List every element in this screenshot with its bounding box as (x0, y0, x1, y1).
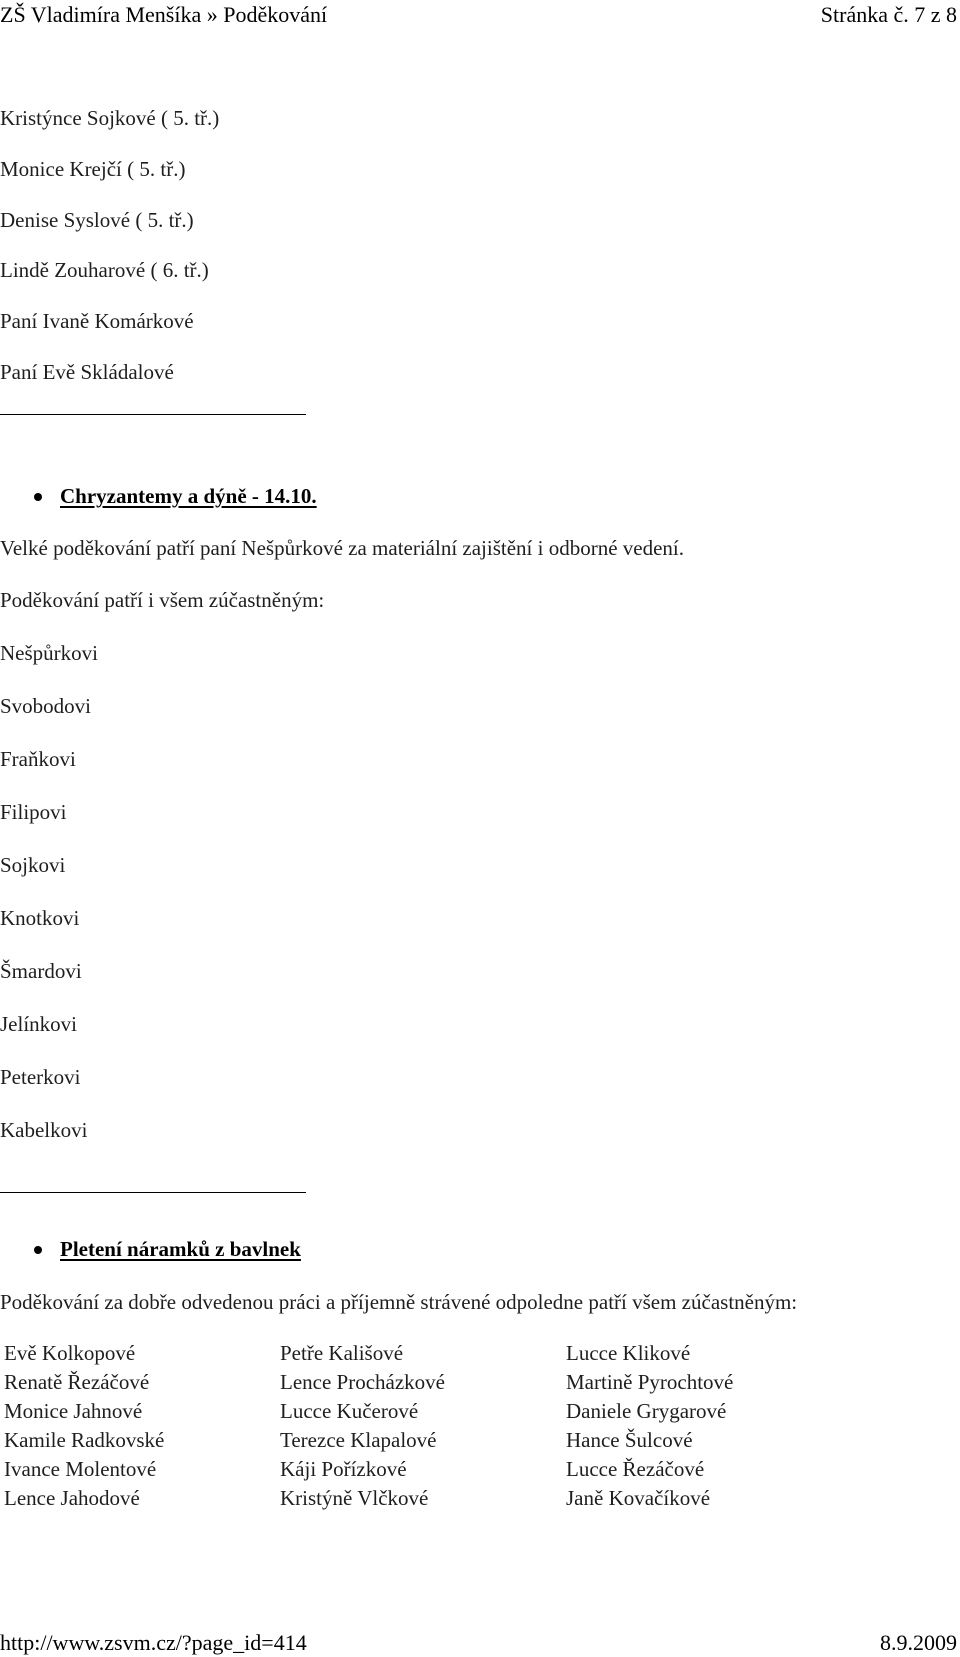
bullet-dot-icon (34, 493, 42, 501)
table-row (0, 1368, 780, 1397)
table-cell: Lence Procházkové (280, 1370, 445, 1394)
table-row (0, 1484, 780, 1513)
table-cell: Renatě Řezáčové (4, 1370, 150, 1394)
table-row (0, 1339, 780, 1368)
table-row (0, 1426, 780, 1455)
table-cell: Lucce Řezáčové (566, 1457, 705, 1481)
table-cell: Káji Pořízkové (280, 1457, 407, 1481)
family-name: Filipovi (0, 800, 67, 824)
page-number: Stránka č. 7 z 8 (820, 2, 957, 27)
site-title: ZŠ Vladimíra Menšíka » Poděkování (0, 2, 328, 27)
table-cell: Terezce Klapalové (280, 1428, 437, 1452)
thanks-name: Paní Evě Skládalové (0, 360, 174, 384)
family-name: Kabelkovi (0, 1118, 88, 1142)
section-divider (0, 1192, 306, 1193)
family-name: Nešpůrkovi (0, 641, 98, 665)
family-name: Jelínkovi (0, 1012, 77, 1036)
thanks-name: Kristýnce Sojkové ( 5. tř.) (0, 106, 220, 130)
family-name: Knotkovi (0, 906, 80, 930)
family-name: Sojkovi (0, 853, 66, 877)
thanks-name: Monice Krejčí ( 5. tř.) (0, 157, 186, 181)
thanks-intro: Poděkování za dobře odvedenou práci a příjemně strávené odpoledne patří všem zúčastněným: (0, 1290, 798, 1314)
bullet-dot-icon (34, 1246, 42, 1254)
section-link-chryzantemy[interactable]: Chryzantemy a dýně - 14.10. (60, 484, 317, 508)
section-link-naramky[interactable]: Pletení náramků z bavlnek (60, 1237, 301, 1261)
table-cell: Lence Jahodové (4, 1486, 140, 1510)
table-cell: Kamile Radkovské (4, 1428, 165, 1452)
table-cell: Lucce Kučerové (280, 1399, 419, 1423)
family-name: Šmardovi (0, 959, 82, 983)
family-name: Peterkovi (0, 1065, 81, 1089)
table-cell: Martině Pyrochtové (566, 1370, 734, 1394)
family-name: Fraňkovi (0, 747, 76, 771)
thanks-name: Paní Ivaně Komárkové (0, 309, 194, 333)
thanks-intro: Poděkování patří i všem zúčastněným: (0, 588, 325, 612)
table-cell: Hance Šulcové (566, 1428, 693, 1452)
footer-url: http://www.zsvm.cz/?page_id=414 (0, 1630, 307, 1655)
table-cell: Petře Kališové (280, 1341, 404, 1365)
table-row (0, 1455, 780, 1484)
table-cell: Janě Kovačíkové (566, 1486, 711, 1510)
table-row (0, 1397, 780, 1426)
table-cell: Ivance Molentové (4, 1457, 157, 1481)
table-cell: Daniele Grygarové (566, 1399, 727, 1423)
table-cell: Kristýně Vlčkové (280, 1486, 429, 1510)
table-cell: Evě Kolkopové (4, 1341, 136, 1365)
section-divider (0, 414, 306, 415)
thanks-name: Lindě Zouharové ( 6. tř.) (0, 258, 209, 282)
footer-date: 8.9.2009 (880, 1630, 957, 1655)
family-name: Svobodovi (0, 694, 92, 718)
page-footer (0, 1628, 960, 1657)
table-cell: Monice Jahnové (4, 1399, 143, 1423)
thanks-paragraph: Velké poděkování patří paní Nešpůrkové za materiální zajištění i odborné vedení. (0, 536, 685, 560)
thanks-name: Denise Syslové ( 5. tř.) (0, 208, 194, 232)
table-cell: Lucce Klikové (566, 1341, 691, 1365)
page-header (0, 0, 960, 30)
